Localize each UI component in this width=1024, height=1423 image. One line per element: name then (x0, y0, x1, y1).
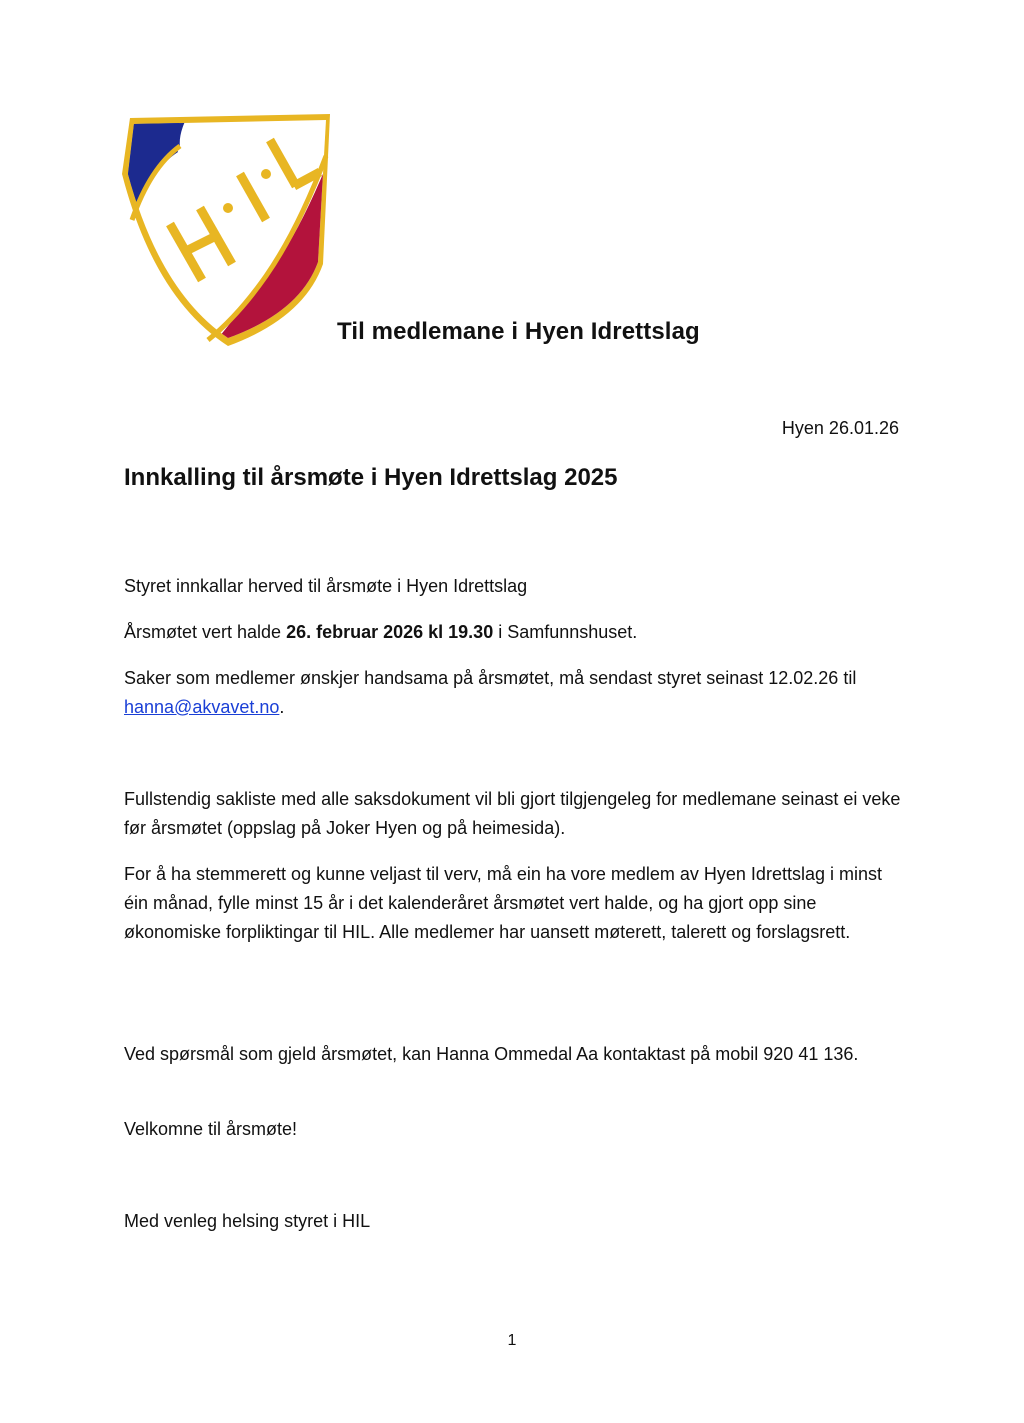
club-logo (120, 112, 332, 348)
email-link[interactable]: hanna@akvavet.no (124, 697, 280, 717)
meeting-time-intro: Årsmøtet vert halde (124, 622, 287, 642)
meeting-date-time: 26. februar 2026 kl 19.30 (286, 622, 494, 642)
signature-line: Med venleg helsing styret i HIL (124, 1211, 371, 1231)
members-heading: Til medlemane i Hyen Idrettslag (337, 318, 700, 345)
meeting-location: i Samfunnshuset. (493, 622, 638, 642)
submissions-end: . (279, 697, 285, 717)
paragraph-meeting-time (124, 618, 904, 647)
paragraph-agenda: Fullstendig sakliste med alle saksdokument vil bli gjort tilgjengeleg for medlemane seinast ei veke før årsmøtet (oppslag på Joker Hyen og på heimesida). (124, 789, 901, 838)
paragraph-welcome: Velkomne til årsmøte! (124, 1119, 298, 1139)
page-number: 1 (507, 1332, 517, 1349)
page-title: Innkalling til årsmøte i Hyen Idrettslag 2025 (124, 464, 618, 491)
shield-icon (120, 112, 332, 348)
paragraph-contact: Ved spørsmål som gjeld årsmøtet, kan Hanna Ommedal Aa kontaktast på mobil 920 41 136. (124, 1044, 859, 1064)
paragraph-submissions (124, 664, 904, 722)
paragraph-invitation: Styret innkallar herved til årsmøte i Hyen Idrettslag (124, 576, 528, 596)
paragraph-voting-rights: For å ha stemmerett og kunne veljast til verv, må ein ha vore medlem av Hyen Idrettslag i minst éin månad, fylle minst 15 år i det kalenderåret årsmøtet vert halde, og ha gjort opp sine økonomiske forpliktingar til HIL. Alle medlemer har uansett møterett, talerett og forslagsrett. (124, 864, 882, 942)
submissions-text: Saker som medlemer ønskjer handsama på årsmøtet, må sendast styret seinast 12.02.26 til (124, 668, 857, 688)
letter-date: Hyen 26.01.26 (781, 418, 899, 438)
